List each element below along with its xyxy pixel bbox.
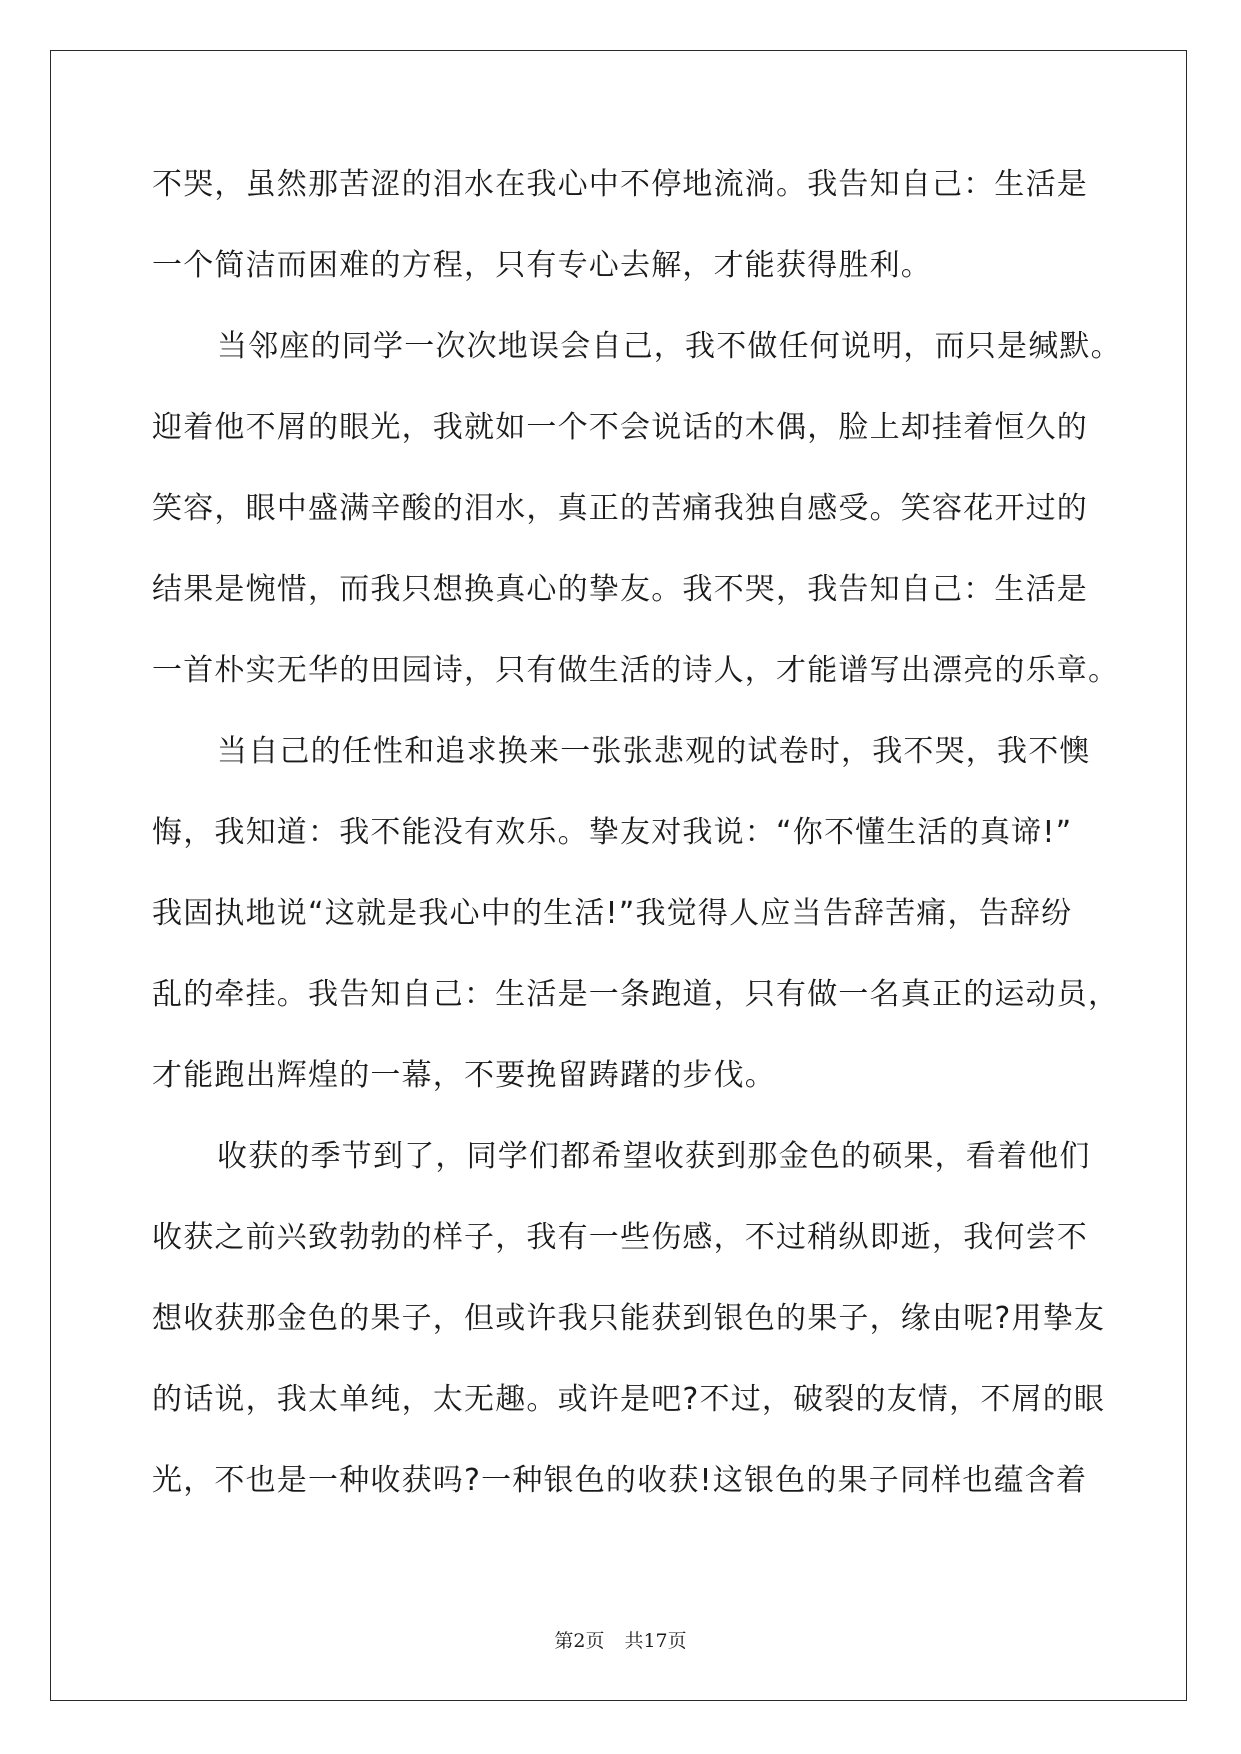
text-line: 一个简洁而困难的方程，只有专心去解，才能获得胜利。 (152, 248, 932, 283)
text-line: 想收获那金色的果子，但或许我只能获到银色的果子，缘由呢?用挚友 (152, 1301, 1106, 1336)
text-line: 当自己的任性和追求换来一张张悲观的试卷时，我不哭，我不懊 (217, 734, 1091, 769)
text-line: 当邻座的同学一次次地误会自己，我不做任何说明，而只是缄默。 (217, 329, 1122, 364)
text-line: 悔，我知道：我不能没有欢乐。挚友对我说：“你不懂生活的真谛!” (152, 815, 1073, 850)
document-body (152, 163, 1122, 1540)
text-line: 光，不也是一种收获吗?一种银色的收获!这银色的果子同样也蕴含着 (152, 1463, 1088, 1498)
text-line: 笑容，眼中盛满辛酸的泪水，真正的苦痛我独自感受。笑容花开过的 (152, 491, 1088, 526)
text-line: 不哭，虽然那苦涩的泪水在我心中不停地流淌。我告知自己：生活是 (152, 167, 1088, 202)
text-line: 才能跑出辉煌的一幕，不要挽留踌躇的步伐。 (152, 1058, 776, 1093)
text-line: 我固执地说“这就是我心中的生活!”我觉得人应当告辞苦痛，告辞纷 (152, 896, 1073, 931)
text-line: 收获的季节到了，同学们都希望收获到那金色的硕果，看着他们 (217, 1139, 1091, 1174)
page-total: 共17页 (624, 1630, 687, 1652)
text-line: 收获之前兴致勃勃的样子，我有一些伤感，不过稍纵即逝，我何尝不 (152, 1220, 1088, 1255)
text-line: 乱的牵挂。我告知自己：生活是一条跑道，只有做一名真正的运动员， (152, 977, 1120, 1012)
page-number: 第2页 (554, 1630, 605, 1652)
text-line: 结果是惋惜，而我只想换真心的挚友。我不哭，我告知自己：生活是 (152, 572, 1088, 607)
text-line: 的话说，我太单纯，太无趣。或许是吧?不过，破裂的友情，不屑的眼 (152, 1382, 1106, 1417)
text-line: 一首朴实无华的田园诗，只有做生活的诗人，才能谱写出漂亮的乐章。 (152, 653, 1120, 688)
page-footer (0, 1626, 1241, 1653)
text-line: 迎着他不屑的眼光，我就如一个不会说话的木偶，脸上却挂着恒久的 (152, 410, 1088, 445)
